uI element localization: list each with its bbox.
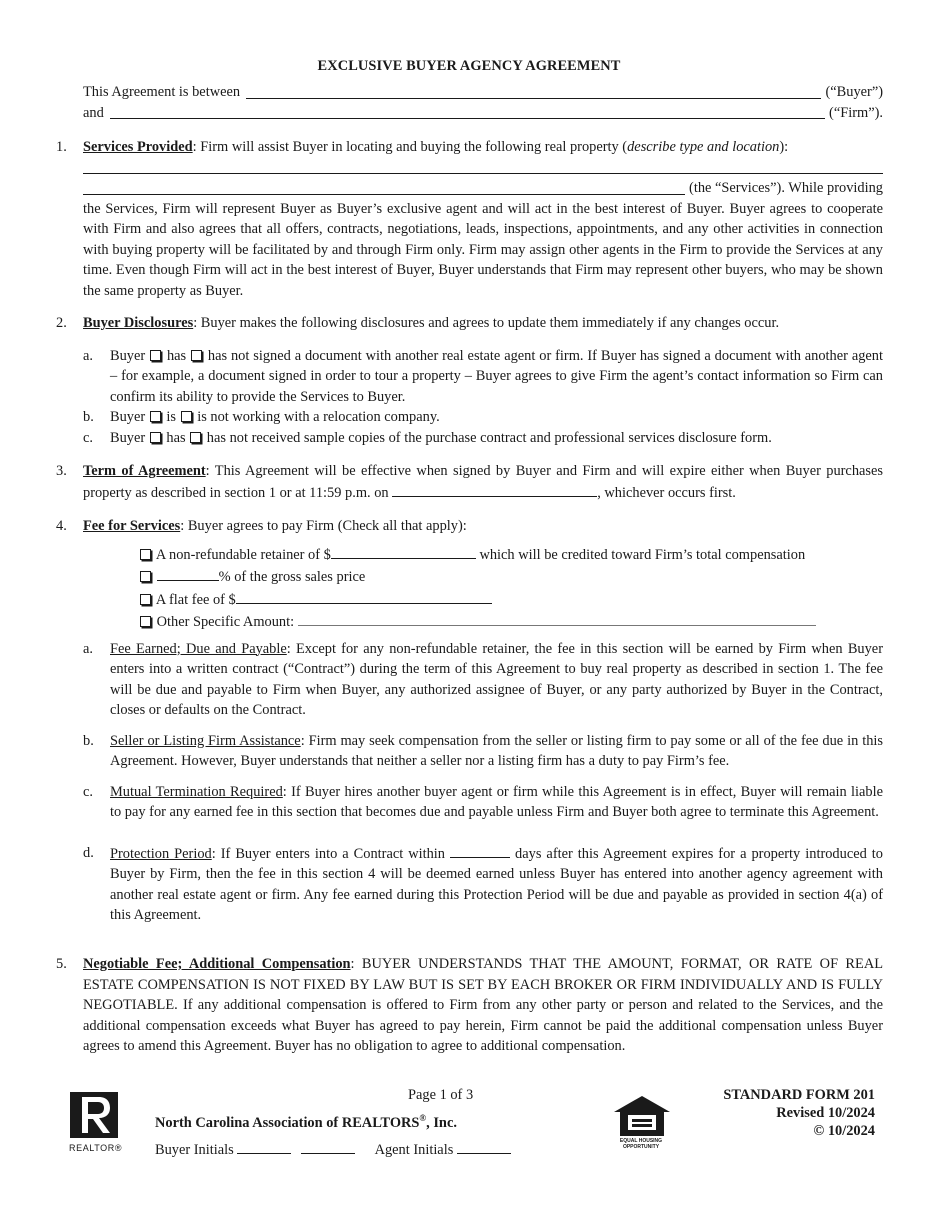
fee-label: A non-refundable retainer of $ xyxy=(155,546,331,563)
agent-initials-field[interactable] xyxy=(457,1139,511,1154)
option-label: is not working with a relocation company. xyxy=(197,409,440,425)
item-text xyxy=(110,843,883,926)
buyer-line-prefix: This Agreement is between xyxy=(83,84,241,100)
association-suffix: , Inc. xyxy=(426,1115,457,1131)
firm-line-prefix: and xyxy=(83,104,104,121)
checkbox-has-not-received[interactable] xyxy=(190,432,201,443)
section-negotiable-fee xyxy=(56,954,883,1057)
fee-label: Other Specific Amount: xyxy=(156,614,295,630)
buyer-name-field[interactable] xyxy=(246,98,821,99)
percentage-field[interactable] xyxy=(157,566,219,581)
fee-option-retainer xyxy=(139,544,883,567)
item-text xyxy=(110,346,883,408)
agent-initials-label: Agent Initials xyxy=(374,1142,454,1158)
realtor-logo-label: REALTOR® xyxy=(69,1143,123,1153)
section-body xyxy=(83,516,883,537)
equal-housing-icon xyxy=(612,1094,672,1138)
section-intro: : Buyer makes the following disclosures and agrees to update them immediately if any changes occur. xyxy=(193,315,780,331)
section-number: 4. xyxy=(56,518,67,534)
section-heading: Services Provided xyxy=(83,139,193,155)
fee-clause-a xyxy=(83,639,883,721)
equal-housing-label xyxy=(612,1138,670,1150)
term-text: : This Agreement will be effective when signed by Buyer and Firm and will expire either when Buyer purchases property as described in section 1 or at 11:59 p.m. on xyxy=(83,463,883,501)
property-description-field-1[interactable] xyxy=(83,158,883,174)
section-services-provided xyxy=(56,137,883,301)
form-identifier xyxy=(723,1086,875,1140)
firm-name-field[interactable] xyxy=(110,118,825,119)
property-description-line-2 xyxy=(83,178,883,199)
section-term-of-agreement xyxy=(56,461,883,503)
section-intro-end: ): xyxy=(779,139,789,155)
disclosure-a xyxy=(83,346,883,408)
page-number: Page 1 of 3 xyxy=(408,1087,474,1103)
clause-text: : If Buyer enters into a Contract within xyxy=(211,845,446,862)
fee-option-percentage xyxy=(139,566,883,589)
checkbox-is-not-relocation[interactable] xyxy=(181,411,192,422)
fee-label: % of the gross sales price xyxy=(218,569,366,585)
item-letter: a. xyxy=(83,640,93,657)
form-number: STANDARD FORM 201 xyxy=(723,1087,875,1103)
buyer-initials-field-1[interactable] xyxy=(237,1139,291,1154)
section-heading: Fee for Services xyxy=(83,518,181,534)
association-name xyxy=(155,1113,457,1134)
item-letter: c. xyxy=(83,429,93,446)
fee-option-flat xyxy=(139,589,883,612)
checkbox-has-not-signed[interactable] xyxy=(191,350,202,361)
item-text xyxy=(110,782,883,823)
clause-heading: Fee Earned; Due and Payable xyxy=(110,640,287,657)
equal-housing-logo xyxy=(612,1094,672,1145)
clause-heading: Protection Period xyxy=(110,845,212,862)
checkbox-percentage[interactable] xyxy=(140,571,151,582)
section-number: 2. xyxy=(56,315,67,331)
section-text: : BUYER UNDERSTANDS THAT THE AMOUNT, FORMAT, OR RATE OF REAL ESTATE COMPENSATION IS NOT FIXED BY LAW BUT IS SET BY EACH BROKER OR FIRM INDIVIDUALLY AND IS FULLY NEGOTIABLE. If any additional compensation is offered to Firm from any other party or person and related to the Services, and the additional compensation exceeds what Buyer has agreed to pay herein, Firm cannot be paid the additional compensation unless Buyer agrees to amend this Agreement. Buyer has no obligation to agree to additional compensation. xyxy=(83,956,884,1054)
fee-clause-b xyxy=(83,731,883,772)
buyer-initials-label: Buyer Initials xyxy=(155,1142,234,1158)
checkbox-has-signed[interactable] xyxy=(150,350,161,361)
buyer-line-suffix: (“Buyer”) xyxy=(825,84,883,100)
section-body xyxy=(83,954,883,1057)
eho-text-line-1: EQUAL HOUSING xyxy=(619,1138,663,1144)
other-amount-field[interactable] xyxy=(298,611,816,626)
fee-option-other xyxy=(139,611,883,634)
initials-line xyxy=(155,1139,511,1161)
section-intro: : Buyer agrees to pay Firm (Check all that apply): xyxy=(180,518,467,534)
eho-text-line-2: OPPORTUNITY xyxy=(622,1144,660,1150)
section-heading: Buyer Disclosures xyxy=(83,315,194,331)
item-subject: Buyer xyxy=(110,429,146,446)
section-intro: : Firm will assist Buyer in locating and buying the following real property ( xyxy=(192,139,628,155)
item-letter: a. xyxy=(83,347,93,364)
checkbox-has-received[interactable] xyxy=(150,432,161,443)
item-text xyxy=(110,407,883,428)
property-description-field-2[interactable] xyxy=(83,194,685,195)
fee-clause-c xyxy=(83,782,883,823)
checkbox-flat-fee[interactable] xyxy=(140,594,151,605)
association-text: North Carolina Association of REALTORS xyxy=(155,1115,420,1131)
form-copyright: © 10/2024 xyxy=(813,1123,875,1139)
retainer-amount-field[interactable] xyxy=(331,544,476,559)
term-text-end: , whichever occurs first. xyxy=(597,484,736,501)
protection-days-field[interactable] xyxy=(450,843,510,858)
section-number: 3. xyxy=(56,463,67,479)
clause-text: days after this Agreement expires for a property introduced to Buyer by Firm, then the fee in this section 4 will be deemed earned unless Buyer has entered into another agency agreement with another real estate agent or firm. Any fee earned during this Protection Period will be due and payable as provided in section 4(a) of this Agreement. xyxy=(110,845,883,923)
checkbox-other-amount[interactable] xyxy=(140,616,151,627)
firm-line-suffix: (“Firm”). xyxy=(829,104,883,121)
section-heading: Term of Agreement xyxy=(83,463,206,479)
section-fee-for-services xyxy=(56,516,883,926)
fee-options xyxy=(139,544,883,634)
checkbox-is-relocation[interactable] xyxy=(150,411,161,422)
buyer-initials-field-2[interactable] xyxy=(301,1139,355,1154)
item-letter: b. xyxy=(83,732,94,749)
disclosure-c xyxy=(83,428,883,449)
item-subject: Buyer xyxy=(110,409,146,425)
section-buyer-disclosures xyxy=(56,313,883,448)
services-body-text: the Services, Firm will represent Buyer as Buyer’s exclusive agent and will act in the best interest of Buyer. Buyer agrees to cooperate with Firm and also agrees that all offers, contracts, negotiations, leads, inspections, appointments, and any other activities in connection with buying property will be facilitated by and through Firm only. Firm may assign other agents in the Firm to provide the Services at any time. Even though Firm will act in the best interest of Buyer, Buyer understands that Firm may represent other buyers, who may be shown the same property as Buyer. xyxy=(83,200,883,299)
section-body xyxy=(83,461,883,503)
form-revised: Revised 10/2024 xyxy=(776,1105,875,1121)
clause-text: : If Buyer hires another buyer agent or firm while this Agreement is in effect, Buyer will remain liable to pay for any earned fee in this section that becomes due and payable unless Firm and Buyer both agree to terminate this Agreement. xyxy=(110,783,883,820)
registered-mark: ® xyxy=(419,1113,427,1124)
item-text xyxy=(110,428,883,449)
item-letter: c. xyxy=(83,783,93,800)
firm-line xyxy=(83,103,883,124)
expiration-date-field[interactable] xyxy=(392,482,597,497)
item-letter: d. xyxy=(83,844,94,861)
section-body xyxy=(83,137,883,158)
clause-heading: Seller or Listing Firm Assistance xyxy=(110,732,301,749)
section-heading: Negotiable Fee; Additional Compensation xyxy=(83,956,351,972)
document-title: EXCLUSIVE BUYER AGENCY AGREEMENT xyxy=(317,58,621,74)
fee-label: A flat fee of $ xyxy=(155,591,236,608)
fee-clause-d xyxy=(83,843,883,926)
section-number: 1. xyxy=(56,139,67,155)
checkbox-retainer[interactable] xyxy=(140,549,151,560)
flat-fee-field[interactable] xyxy=(236,589,492,604)
clause-heading: Mutual Termination Required xyxy=(110,783,283,800)
clause-text: : Firm may seek compensation from the seller or listing firm to pay some or all of the fee due in this Agreement. However, Buyer understands that neither a seller nor a listing firm has a duty to pay Firm’s fee. xyxy=(110,732,883,769)
option-label: has not received sample copies of the purchase contract and professional services disclosure form. xyxy=(206,429,772,446)
buyer-line xyxy=(83,82,883,103)
clause-text: : Except for any non-refundable retainer, the fee in this section will be earned by Firm when Buyer enters into a written contract (“Contract”) during the term of this Agreement to buy real property as described in section 1. The fee will be due and payable to Firm when Buyer, any authorized assignee of Buyer, or any party authorized by Buyer in the Contract, closes or defaults on the Contract. xyxy=(110,640,883,718)
disclosure-b xyxy=(83,407,883,428)
realtor-r-icon xyxy=(70,1092,118,1138)
option-label: has xyxy=(166,347,187,364)
page-footer xyxy=(0,1080,938,1170)
item-letter: b. xyxy=(83,409,94,425)
option-label: has xyxy=(166,429,186,446)
section-intro-italic: describe type and location xyxy=(627,139,780,155)
item-text xyxy=(110,639,883,721)
option-label: is xyxy=(166,409,176,425)
realtor-logo xyxy=(70,1092,118,1138)
option-label: has not signed a document with another real estate agent or firm. If Buyer has signed a document with another agent – for example, a document signed in order to tour a property – Buyer agrees to give Firm the agent’s contact information so Firm can confirm its ability to provide the Services to Buyer. xyxy=(110,347,883,405)
section-number: 5. xyxy=(56,956,67,972)
parties-block xyxy=(83,82,883,123)
item-subject: Buyer xyxy=(110,347,146,364)
item-text xyxy=(110,731,883,772)
section-body xyxy=(83,313,883,334)
services-suffix: (the “Services”). While providing xyxy=(689,180,883,196)
fee-label: which will be credited toward Firm’s total compensation xyxy=(479,546,806,563)
